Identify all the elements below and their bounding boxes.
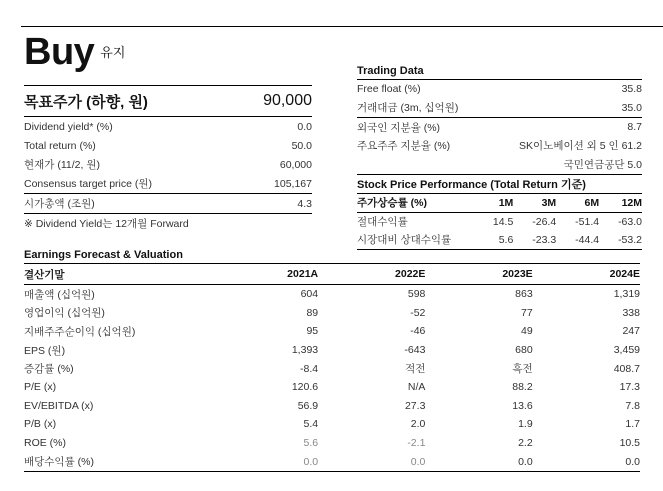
earnings-row: [24, 397, 640, 416]
earnings-value: 2.2: [518, 437, 533, 450]
earnings-header: 2022E: [318, 264, 425, 285]
earnings-value: 3,459: [613, 344, 640, 357]
earnings-header: 2023E: [425, 264, 532, 285]
earnings-header: 결산기말: [24, 264, 209, 285]
performance-label: 시장대비 상대수익률: [357, 231, 477, 250]
metric-row: [24, 155, 312, 174]
target-price-value: 90,000: [263, 92, 312, 109]
performance-header: 1M: [477, 193, 514, 212]
performance-row: [357, 212, 642, 231]
earnings-title: Earnings Forecast & Valuation: [24, 248, 183, 261]
earnings-value: 49: [521, 325, 533, 338]
performance-header: 6M: [556, 193, 599, 212]
earnings-value: 408.7: [613, 362, 640, 375]
target-price-row: [24, 85, 312, 117]
earnings-row: [24, 359, 640, 378]
earnings-value: 89: [306, 306, 319, 319]
metric-label: Consensus target price (원): [24, 178, 153, 190]
earnings-value: 흑전: [512, 363, 533, 376]
earnings-label: 증감률 (%): [24, 363, 74, 376]
dividend-note: ※ Dividend Yield는 12개월 Forward: [24, 217, 189, 230]
earnings-value: 120.6: [291, 381, 319, 394]
earnings-value: -8.4: [300, 362, 319, 375]
earnings-header: 2024E: [533, 264, 640, 285]
rating-block: [24, 33, 125, 71]
metric-row: [24, 193, 312, 214]
earnings-value: 1.7: [625, 418, 640, 431]
metric-row: [24, 117, 312, 136]
earnings-label: ROE (%): [24, 437, 66, 450]
earnings-row: [24, 341, 640, 360]
earnings-label: 지배주주순이익 (십억원): [24, 325, 136, 338]
earnings-header-row: [24, 264, 640, 285]
rating-label: Buy: [24, 31, 95, 73]
target-price-label: 목표주가 (하향, 원): [24, 93, 148, 111]
earnings-label: 배당수익률 (%): [24, 452, 209, 471]
earnings-value: -2.1: [407, 437, 426, 450]
earnings-value: 7.8: [625, 399, 640, 412]
earnings-value: 604: [300, 288, 319, 301]
metric-value: 105,167: [274, 177, 312, 190]
earnings-value: 77: [521, 306, 533, 319]
earnings-value: 95: [306, 325, 319, 338]
key-metrics-panel: [24, 85, 312, 232]
performance-value: -51.4: [575, 215, 600, 228]
performance-value: -63.0: [618, 215, 642, 228]
earnings-row: [24, 452, 640, 471]
earnings-value: 56.9: [297, 399, 319, 412]
earnings-panel: [24, 246, 640, 472]
earnings-header: 2021A: [209, 264, 318, 285]
earnings-row: [24, 415, 640, 434]
earnings-value: -643: [404, 344, 426, 357]
earnings-value: 2.0: [410, 418, 426, 431]
trading-row: [357, 117, 642, 137]
performance-value: -23.3: [513, 231, 556, 250]
earnings-value: 88.2: [512, 381, 533, 394]
earnings-value: 1,319: [613, 288, 640, 301]
earnings-row: [24, 322, 640, 341]
earnings-label: 매출액 (십억원): [24, 288, 95, 301]
metric-label: Total return (%): [24, 139, 96, 152]
earnings-label: EPS (원): [24, 344, 66, 357]
performance-value: -26.4: [532, 215, 557, 228]
trading-value: SK이노베이션 외 5 인 61.2: [519, 140, 642, 153]
top-divider: [21, 26, 663, 27]
earnings-value: 338: [622, 306, 640, 319]
trading-label: Free float (%): [357, 83, 421, 96]
earnings-value: 0.0: [318, 452, 425, 471]
performance-value: -53.2: [599, 231, 642, 250]
metric-label: Dividend yield* (%): [24, 120, 113, 133]
earnings-row: [24, 434, 640, 453]
earnings-value: 0.0: [209, 452, 318, 471]
metric-label: 시가총액 (조원): [24, 198, 95, 210]
trading-data-title: Trading Data: [357, 63, 642, 80]
metric-value: 50.0: [291, 139, 312, 152]
trading-label: 주요주주 지분율 (%): [357, 140, 451, 153]
performance-header-row: [357, 193, 642, 212]
earnings-value: N/A: [407, 381, 426, 394]
performance-value: 14.5: [492, 215, 514, 228]
earnings-table: [24, 263, 640, 472]
earnings-label: P/E (x): [24, 381, 57, 394]
performance-header: 주가상승률 (%): [357, 193, 477, 212]
trading-row: [357, 80, 642, 99]
performance-header: 12M: [599, 193, 642, 212]
earnings-label: 영업이익 (십억원): [24, 307, 105, 320]
rating-status: 유지: [100, 45, 126, 60]
earnings-value: 863: [515, 288, 533, 301]
earnings-value: 10.5: [619, 437, 640, 450]
metric-value: 0.0: [297, 120, 312, 133]
extra-holder-value: 국민연금공단 5.0: [563, 158, 642, 171]
performance-header: 3M: [513, 193, 556, 212]
trading-value: 8.7: [627, 121, 642, 134]
metric-value: 60,000: [279, 158, 312, 171]
trading-label: 외국인 지분율 (%): [357, 121, 441, 134]
trading-row: [357, 137, 642, 156]
earnings-label: EV/EBITDA (x): [24, 399, 94, 412]
earnings-value: -46: [410, 325, 426, 338]
performance-table: [357, 193, 642, 250]
metric-row: [24, 174, 312, 193]
earnings-value: 13.6: [512, 399, 533, 412]
earnings-value: 1,393: [291, 344, 319, 357]
trading-row-extra: [357, 155, 642, 174]
trading-panel: [357, 63, 642, 250]
trading-row: [357, 99, 642, 118]
earnings-value: 1.9: [518, 418, 533, 431]
performance-value: 5.6: [477, 231, 514, 250]
earnings-value: -52: [410, 306, 426, 319]
earnings-value: 0.0: [533, 452, 640, 471]
earnings-value: 0.0: [425, 452, 532, 471]
earnings-label: P/B (x): [24, 418, 57, 431]
trading-value: 35.0: [621, 101, 642, 114]
metric-value: 4.3: [297, 197, 312, 210]
earnings-value: 5.6: [303, 437, 319, 450]
earnings-row: [24, 378, 640, 397]
metric-row: [24, 136, 312, 155]
performance-value: -44.4: [556, 231, 599, 250]
earnings-value: 247: [622, 325, 640, 338]
earnings-value: 598: [407, 288, 426, 301]
earnings-row: [24, 285, 640, 304]
earnings-value: 680: [515, 344, 533, 357]
performance-title: Stock Price Performance (Total Return 기준): [357, 174, 642, 193]
metric-label: 현재가 (11/2, 원): [24, 159, 100, 171]
trading-value: 35.8: [621, 83, 642, 96]
earnings-value: 5.4: [303, 418, 319, 431]
earnings-value: 적전: [405, 363, 426, 376]
trading-label: 거래대금 (3m, 십억원): [357, 102, 459, 115]
earnings-value: 27.3: [404, 399, 426, 412]
earnings-value: 17.3: [619, 381, 640, 394]
earnings-row: [24, 304, 640, 323]
performance-label: 절대수익률: [357, 216, 408, 228]
